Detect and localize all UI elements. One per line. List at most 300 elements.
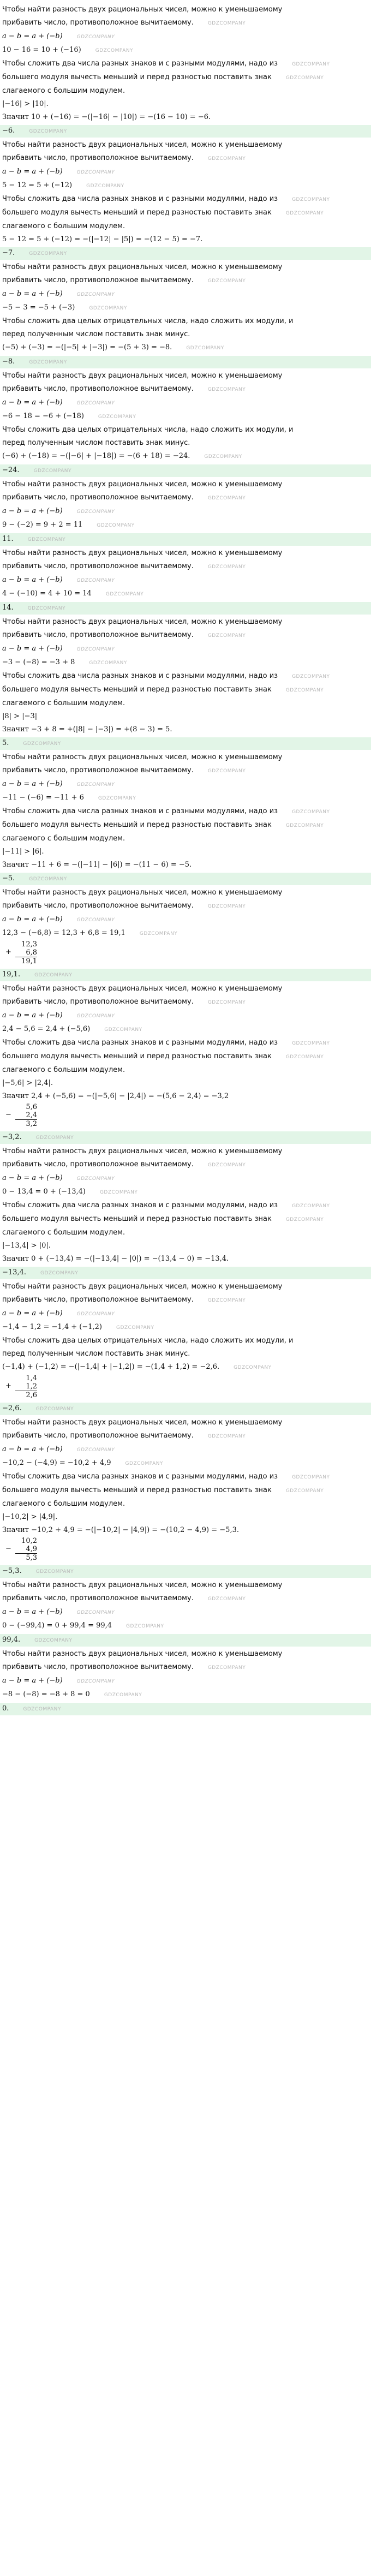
expression: [0, 1023, 371, 1036]
formula-text: a − b = a + (−b): [2, 645, 63, 653]
column-operator: [5, 1545, 11, 1553]
rule-difference-text: Чтобы найти разность двух рациональных чисел, можно к уменьшаемому: [2, 1418, 283, 1427]
rule-difference-cont: [0, 764, 371, 778]
rule-negative-sum-text: Чтобы сложить два целых отрицательных числа, надо сложить их модули, и: [2, 1337, 294, 1345]
rule-difference-cont-text: прибавить число, противоположное вычитаемому.: [2, 1296, 194, 1304]
conclusion: [0, 233, 371, 246]
rule-diff-signs-cont-text: большего модуля вычесть меньший и перед разностью поставить знак: [2, 208, 272, 217]
rule-diff-signs-text: Чтобы сложить два числа разных знаков и с разными модулями, надо из: [2, 807, 278, 815]
column-operand-b: [15, 949, 37, 957]
exercise-block-10: [0, 1145, 371, 1279]
modulus-compare: [0, 98, 371, 111]
rule-diff-signs-cont: [0, 71, 371, 85]
answer-text: 5.: [2, 739, 9, 747]
watermark: GDZCOMPANY: [285, 688, 324, 693]
formula: [0, 165, 371, 179]
rule-diff-signs-end-text: слагаемого с большим модулем.: [2, 699, 125, 707]
answer-text: 14.: [2, 604, 14, 612]
rule-difference-cont: [0, 274, 371, 288]
rule-negative-sum-cont-text: перед полученным числом поставить знак минус.: [2, 439, 190, 447]
modulus-compare: [0, 1511, 371, 1524]
exercise-block-0: [0, 3, 371, 138]
expression-text: 12,3 − (−6,8) = 12,3 + 6,8 = 19,1: [2, 929, 125, 937]
watermark: GDZCOMPANY: [76, 34, 115, 40]
watermark: GDZCOMPANY: [207, 1162, 246, 1168]
column-operand-a: [15, 1537, 37, 1545]
expression-text: −11 − (−6) = −11 + 6: [2, 794, 84, 802]
answer: [0, 737, 371, 750]
watermark: GDZCOMPANY: [105, 592, 144, 597]
conclusion-text: (−6) + (−18) = −(|−6| + |−18|) = −(6 + 18) = −24.: [2, 452, 190, 460]
watermark: GDZCOMPANY: [207, 1665, 246, 1671]
answer: [0, 602, 371, 615]
column-result-text: 3,2: [26, 1120, 37, 1128]
watermark: GDZCOMPANY: [104, 1692, 142, 1698]
watermark: GDZCOMPANY: [207, 387, 246, 392]
answer: [0, 464, 371, 477]
column-operator-text: +: [5, 948, 11, 956]
expression-text: −1,4 − 1,2 = −1,4 + (−1,2): [2, 1323, 102, 1331]
column-calc-11: [0, 1374, 371, 1399]
conclusion-text: Значит −3 + 8 = +(|8| − |−3|) = +(8 − 3) = 5.: [2, 725, 172, 734]
exercise-block-6: [0, 616, 371, 750]
column-operator: [5, 1111, 11, 1119]
column-calc-12: [0, 1537, 371, 1562]
rule-diff-signs-cont-text: большего модуля вычесть меньший и перед разностью поставить знак: [2, 73, 272, 81]
answer-text: 0.: [2, 1704, 9, 1713]
rule-diff-signs-cont: [0, 206, 371, 220]
watermark: GDZCOMPANY: [204, 454, 242, 460]
answer-text: 11.: [2, 535, 14, 543]
formula-text: a − b = a + (−b): [2, 1445, 63, 1453]
watermark: GDZCOMPANY: [76, 647, 115, 652]
modulus-compare: [0, 845, 371, 858]
answer-text: 19,1.: [2, 970, 21, 979]
conclusion: [0, 1524, 371, 1537]
watermark: GDZCOMPANY: [89, 306, 127, 311]
answer-text: −2,6.: [2, 1404, 22, 1412]
expression-text: −6 − 18 = −6 + (−18): [2, 412, 84, 420]
rule-negative-sum-cont-text: перед полученным числом поставить знак минус.: [2, 1350, 190, 1358]
rule-negative-sum: [0, 315, 371, 328]
formula: [0, 913, 371, 927]
expression-text: 0 − 13,4 = 0 + (−13,4): [2, 1188, 86, 1196]
formula: [0, 396, 371, 410]
watermark: GDZCOMPANY: [234, 1365, 272, 1370]
rule-difference-text: Чтобы найти разность двух рациональных чисел, можно к уменьшаемому: [2, 372, 283, 380]
watermark: GDZCOMPANY: [33, 468, 72, 474]
rule-difference-cont: [0, 995, 371, 1009]
answer: [0, 1403, 371, 1415]
formula: [0, 288, 371, 301]
watermark: GDZCOMPANY: [207, 633, 246, 639]
watermark: GDZCOMPANY: [29, 129, 67, 134]
watermark: GDZCOMPANY: [76, 509, 115, 515]
column-operand-b: [15, 1111, 37, 1119]
column-result: [15, 1119, 37, 1128]
rule-difference-text: Чтобы найти разность двух рациональных чисел, можно к уменьшаемому: [2, 985, 283, 993]
modulus-compare-text: |−11| > |6|.: [2, 848, 44, 856]
column-operand-b-text: 2,4: [26, 1111, 37, 1119]
rule-diff-signs-text: Чтобы сложить два числа разных знаков и с разными модулями, надо из: [2, 195, 278, 203]
exercise-block-11: [0, 1280, 371, 1415]
answer-text: 99,4.: [2, 1636, 21, 1644]
watermark: GDZCOMPANY: [29, 876, 67, 882]
watermark: GDZCOMPANY: [76, 1679, 115, 1684]
rule-difference-text: Чтобы найти разность двух рациональных чисел, можно к уменьшаемому: [2, 549, 283, 557]
column-operand-a-text: 12,3: [21, 940, 37, 949]
watermark: GDZCOMPANY: [34, 973, 73, 978]
rule-difference-cont-text: прибавить число, противоположное вычитаемому.: [2, 276, 194, 284]
rule-difference: [0, 1648, 371, 1661]
modulus-compare: [0, 1239, 371, 1253]
column-operand-b-text: 1,2: [26, 1382, 37, 1391]
rule-diff-signs-cont-text: большего модуля вычесть меньший и перед разностью поставить знак: [2, 1052, 272, 1060]
column-operand-a: [15, 1103, 37, 1111]
rule-diff-signs-cont-text: большего модуля вычесть меньший и перед разностью поставить знак: [2, 1486, 272, 1494]
rule-difference: [0, 478, 371, 491]
rule-difference-cont-text: прибавить число, противоположное вычитаемому.: [2, 766, 194, 774]
answer-text: −7.: [2, 249, 15, 257]
formula-text: a − b = a + (−b): [2, 1309, 63, 1317]
expression: [0, 1321, 371, 1334]
watermark: GDZCOMPANY: [104, 1027, 142, 1033]
formula-text: a − b = a + (−b): [2, 780, 63, 788]
watermark: GDZCOMPANY: [76, 292, 115, 297]
formula: [0, 1606, 371, 1619]
modulus-compare-text: |−16| > |10|.: [2, 100, 49, 108]
watermark: GDZCOMPANY: [207, 1434, 246, 1439]
rule-diff-signs: [0, 193, 371, 206]
formula-text: a − b = a + (−b): [2, 915, 63, 923]
expression-text: −8 − (−8) = −8 + 8 = 0: [2, 1690, 90, 1698]
expression-text: 0 − (−99,4) = 0 + 99,4 = 99,4: [2, 1621, 112, 1630]
watermark: GDZCOMPANY: [34, 1638, 73, 1643]
expression: [0, 791, 371, 805]
rule-difference-text: Чтобы найти разность двух рациональных чисел, можно к уменьшаемому: [2, 753, 283, 761]
rule-difference: [0, 616, 371, 629]
answer: [0, 125, 371, 138]
watermark: GDZCOMPANY: [207, 21, 246, 26]
watermark: GDZCOMPANY: [76, 578, 115, 583]
rule-difference-cont-text: прибавить число, противоположное вычитаемому.: [2, 493, 194, 502]
answer-text: −24.: [2, 466, 20, 474]
answer: [0, 873, 371, 885]
answer: [0, 1634, 371, 1647]
exercise-block-7: [0, 751, 371, 885]
formula: [0, 1172, 371, 1185]
rule-diff-signs: [0, 1036, 371, 1050]
rule-diff-signs: [0, 1199, 371, 1213]
rule-diff-signs-end: [0, 832, 371, 845]
rule-negative-sum: [0, 424, 371, 437]
watermark: GDZCOMPANY: [285, 211, 324, 216]
rule-diff-signs-text: Чтобы сложить два числа разных знаков и с разными модулями, надо из: [2, 1201, 278, 1209]
rule-difference-cont-text: прибавить число, противоположное вычитаемому.: [2, 631, 194, 639]
expression: [0, 410, 371, 424]
watermark: GDZCOMPANY: [116, 1325, 154, 1331]
rule-diff-signs-end-text: слагаемого с большим модулем.: [2, 222, 125, 230]
exercise-block-9: [0, 982, 371, 1144]
column-operator: [5, 948, 11, 956]
exercise-block-12: [0, 1416, 371, 1578]
formula: [0, 574, 371, 587]
rule-difference-cont: [0, 1158, 371, 1172]
column-operand-b-text: 4,9: [26, 1545, 37, 1553]
column-result-text: 19,1: [21, 957, 37, 965]
rule-difference: [0, 369, 371, 383]
watermark: GDZCOMPANY: [207, 1298, 246, 1303]
column-operand-a-text: 5,6: [26, 1103, 37, 1111]
conclusion-text: Значит 0 + (−13,4) = −(|−13,4| − |0|) = −(13,4 − 0) = −13,4.: [2, 1255, 229, 1263]
rule-difference: [0, 547, 371, 560]
watermark: GDZCOMPANY: [292, 674, 330, 679]
watermark: GDZCOMPANY: [207, 156, 246, 162]
watermark: GDZCOMPANY: [76, 170, 115, 175]
answer-text: −8.: [2, 357, 15, 366]
watermark: GDZCOMPANY: [186, 345, 224, 351]
column-operand-a-text: 1,4: [26, 1374, 37, 1382]
rule-diff-signs: [0, 57, 371, 71]
formula-text: a − b = a + (−b): [2, 507, 63, 515]
rule-diff-signs-end: [0, 697, 371, 710]
rule-difference-cont-text: прибавить число, противоположное вычитаемому.: [2, 19, 194, 27]
expression: [0, 518, 371, 532]
answer: [0, 247, 371, 260]
modulus-compare-text: |−10,2| > |4,9|.: [2, 1513, 58, 1521]
rule-difference-cont-text: прибавить число, противоположное вычитаемому.: [2, 902, 194, 910]
expression-text: 10 − 16 = 10 + (−16): [2, 46, 81, 54]
rule-difference-cont: [0, 383, 371, 396]
watermark: GDZCOMPANY: [35, 1406, 74, 1412]
column-calc-9: [0, 1103, 371, 1128]
rule-difference-cont-text: прибавить число, противоположное вычитаемому.: [2, 154, 194, 162]
column-operator-text: +: [5, 1382, 11, 1390]
rule-difference-cont: [0, 1592, 371, 1606]
exercise-block-8: [0, 886, 371, 981]
watermark: GDZCOMPANY: [285, 1054, 324, 1060]
watermark: GDZCOMPANY: [207, 904, 246, 909]
watermark: GDZCOMPANY: [126, 1624, 164, 1629]
expression: [0, 179, 371, 193]
modulus-compare-text: |−5,6| > |2,4|.: [2, 1079, 53, 1087]
watermark: GDZCOMPANY: [207, 1000, 246, 1005]
rule-difference-text: Чтобы найти разность двух рациональных чисел, можно к уменьшаемому: [2, 889, 283, 897]
conclusion-text: Значит −10,2 + 4,9 = −(|−10,2| − |4,9|) = −(10,2 − 4,9) = −5,3.: [2, 1526, 239, 1534]
rule-diff-signs-cont-text: большего модуля вычесть меньший и перед разностью поставить знак: [2, 1215, 272, 1223]
rule-diff-signs-end-text: слагаемого с большим модулем.: [2, 1066, 125, 1074]
formula: [0, 1009, 371, 1023]
watermark: GDZCOMPANY: [292, 62, 330, 67]
rule-negative-sum: [0, 1334, 371, 1347]
conclusion: [0, 1361, 371, 1374]
formula: [0, 1443, 371, 1457]
expression: [0, 44, 371, 57]
watermark: GDZCOMPANY: [125, 1461, 163, 1466]
expression-text: −5 − 3 = −5 + (−3): [2, 303, 75, 312]
rule-difference-cont: [0, 899, 371, 913]
watermark: GDZCOMPANY: [285, 1488, 324, 1494]
formula-text: a − b = a + (−b): [2, 1174, 63, 1182]
rule-diff-signs-text: Чтобы сложить два числа разных знаков и с разными модулями, надо из: [2, 1472, 278, 1481]
watermark: GDZCOMPANY: [89, 660, 127, 666]
column-operator: [5, 1382, 11, 1390]
column-result-text: 2,6: [26, 1391, 37, 1399]
rule-diff-signs-text: Чтобы сложить два числа разных знаков и с разными модулями, надо из: [2, 1039, 278, 1047]
watermark: GDZCOMPANY: [23, 1707, 61, 1712]
expression-text: 9 − (−2) = 9 + 2 = 11: [2, 521, 83, 529]
column-operand-a: [15, 940, 37, 949]
conclusion: [0, 1090, 371, 1103]
rule-diff-signs-end-text: слагаемого с большим модулем.: [2, 834, 125, 843]
watermark: GDZCOMPANY: [98, 414, 136, 420]
rule-difference: [0, 982, 371, 995]
modulus-compare: [0, 1077, 371, 1090]
rule-diff-signs-end: [0, 1498, 371, 1511]
rule-diff-signs: [0, 1470, 371, 1484]
rule-difference: [0, 1579, 371, 1592]
formula: [0, 505, 371, 518]
watermark: GDZCOMPANY: [76, 1013, 115, 1019]
formula-text: a − b = a + (−b): [2, 290, 63, 298]
watermark: GDZCOMPANY: [97, 523, 135, 528]
rule-diff-signs-cont: [0, 683, 371, 697]
rule-diff-signs-cont-text: большего модуля вычесть меньший и перед разностью поставить знак: [2, 821, 272, 829]
watermark: GDZCOMPANY: [207, 278, 246, 284]
expression: [0, 656, 371, 670]
watermark: GDZCOMPANY: [292, 809, 330, 815]
watermark: GDZCOMPANY: [76, 1311, 115, 1317]
watermark: GDZCOMPANY: [99, 1190, 138, 1195]
watermark: GDZCOMPANY: [76, 401, 115, 406]
watermark: GDZCOMPANY: [285, 75, 324, 81]
rule-difference: [0, 3, 371, 16]
column-result: [15, 957, 37, 965]
rule-difference-text: Чтобы найти разность двух рациональных чисел, можно к уменьшаемому: [2, 480, 283, 488]
watermark: GDZCOMPANY: [292, 1475, 330, 1480]
expression: [0, 1688, 371, 1702]
formula-text: a − b = a + (−b): [2, 1011, 63, 1019]
conclusion-text: Значит 10 + (−16) = −(|−16| − |10|) = −(16 − 10) = −6.: [2, 113, 211, 121]
rule-difference: [0, 1416, 371, 1429]
exercise-block-3: [0, 369, 371, 477]
answer-text: −3,2.: [2, 1133, 22, 1141]
rule-difference-cont-text: прибавить число, противоположное вычитаемому.: [2, 385, 194, 393]
formula-text: a − b = a + (−b): [2, 1608, 63, 1616]
rule-negative-sum-cont: [0, 1347, 371, 1361]
rule-difference-text: Чтобы найти разность двух рациональных чисел, можно к уменьшаемому: [2, 1650, 283, 1658]
watermark: GDZCOMPANY: [29, 360, 67, 365]
conclusion-text: (−1,4) + (−1,2) = −(|−1,4| + |−1,2|) = −(1,4 + 1,2) = −2,6.: [2, 1363, 220, 1371]
watermark: GDZCOMPANY: [139, 931, 178, 937]
watermark: GDZCOMPANY: [40, 1271, 79, 1276]
rule-diff-signs-cont: [0, 1050, 371, 1064]
rule-difference-cont: [0, 1661, 371, 1674]
rule-diff-signs: [0, 670, 371, 683]
conclusion-text: 5 − 12 = 5 + (−12) = −(|−12| − |5|) = −(12 − 5) = −7.: [2, 235, 203, 243]
column-operand-a: [15, 1374, 37, 1382]
rule-difference-cont-text: прибавить число, противоположное вычитаемому.: [2, 1594, 194, 1602]
expression-text: 2,4 − 5,6 = 2,4 + (−5,6): [2, 1025, 91, 1033]
watermark: GDZCOMPANY: [285, 1217, 324, 1223]
rule-difference: [0, 139, 371, 152]
rule-difference-cont-text: прибавить число, противоположное вычитаемому.: [2, 562, 194, 570]
formula: [0, 642, 371, 656]
watermark: GDZCOMPANY: [29, 251, 67, 257]
expression: [0, 1457, 371, 1470]
exercise-block-5: [0, 547, 371, 615]
formula-text: a − b = a + (−b): [2, 168, 63, 176]
rule-difference-cont: [0, 16, 371, 30]
answer: [0, 1267, 371, 1279]
formula-text: a − b = a + (−b): [2, 576, 63, 584]
rule-diff-signs-end: [0, 85, 371, 98]
watermark: GDZCOMPANY: [292, 1041, 330, 1046]
rule-negative-sum-cont-text: перед полученным числом поставить знак минус.: [2, 330, 190, 338]
rule-diff-signs-cont: [0, 819, 371, 832]
rule-negative-sum-text: Чтобы сложить два целых отрицательных числа, надо сложить их модули, и: [2, 317, 294, 325]
watermark: GDZCOMPANY: [86, 183, 124, 189]
column-calc-8: [0, 940, 371, 965]
watermark: GDZCOMPANY: [95, 48, 134, 53]
exercise-block-14: [0, 1648, 371, 1715]
conclusion: [0, 1253, 371, 1266]
answer: [0, 1131, 371, 1144]
rule-negative-sum-text: Чтобы сложить два целых отрицательных числа, надо сложить их модули, и: [2, 426, 294, 434]
answer: [0, 533, 371, 546]
rule-difference: [0, 1280, 371, 1293]
formula-text: a − b = a + (−b): [2, 398, 63, 407]
rule-diff-signs-cont: [0, 1484, 371, 1498]
rule-difference: [0, 886, 371, 899]
watermark: GDZCOMPANY: [292, 197, 330, 202]
watermark: GDZCOMPANY: [23, 741, 61, 747]
rule-diff-signs-end-text: слагаемого с большим модулем.: [2, 87, 125, 95]
watermark: GDZCOMPANY: [98, 796, 136, 801]
watermark: GDZCOMPANY: [292, 1203, 330, 1209]
rule-difference: [0, 261, 371, 274]
watermark: GDZCOMPANY: [207, 564, 246, 570]
conclusion: [0, 450, 371, 463]
column-result-text: 5,3: [26, 1554, 37, 1562]
answer-text: −5.: [2, 874, 15, 882]
answer-text: −5,3.: [2, 1567, 22, 1575]
rule-diff-signs-end: [0, 1226, 371, 1239]
answer-text: −13,4.: [2, 1268, 26, 1277]
rule-difference-text: Чтобы найти разность двух рациональных чисел, можно к уменьшаемому: [2, 5, 283, 14]
watermark: GDZCOMPANY: [207, 768, 246, 774]
rule-difference-cont: [0, 560, 371, 574]
watermark: GDZCOMPANY: [35, 1135, 74, 1141]
rule-difference-cont-text: прибавить число, противоположное вычитаемому.: [2, 1432, 194, 1440]
conclusion-text: Значит 2,4 + (−5,6) = −(|−5,6| − |2,4|) = −(5,6 − 2,4) = −3,2: [2, 1092, 229, 1100]
answer-text: −6.: [2, 127, 15, 135]
rule-difference-cont: [0, 1429, 371, 1443]
expression: [0, 927, 371, 940]
rule-diff-signs: [0, 805, 371, 819]
column-operator-text: −: [5, 1545, 11, 1553]
rule-difference: [0, 751, 371, 764]
rule-difference-cont: [0, 152, 371, 165]
answer: [0, 969, 371, 981]
exercise-block-1: [0, 139, 371, 260]
rule-difference-cont-text: прибавить число, противоположное вычитаемому.: [2, 998, 194, 1006]
rule-negative-sum-cont: [0, 437, 371, 450]
watermark: GDZCOMPANY: [76, 1447, 115, 1453]
answer: [0, 1703, 371, 1715]
watermark: GDZCOMPANY: [35, 1569, 74, 1575]
modulus-compare-text: |8| > |−3|: [2, 712, 38, 720]
